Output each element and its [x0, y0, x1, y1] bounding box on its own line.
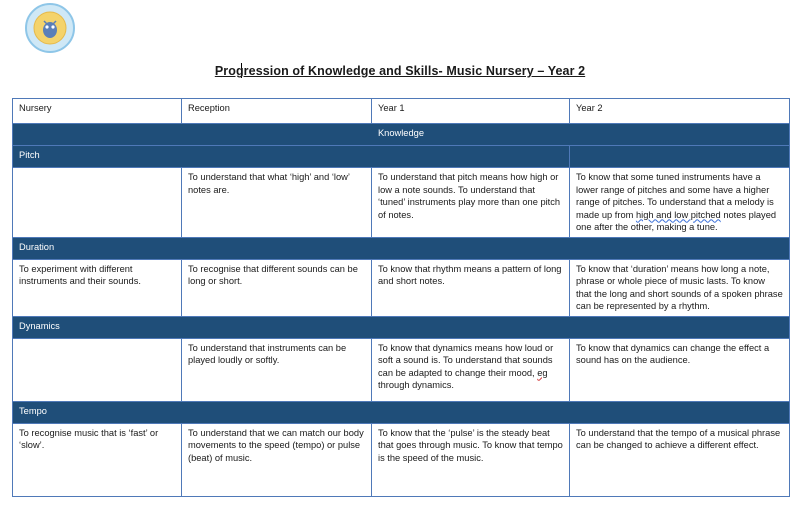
table-header-row [13, 99, 790, 124]
cell-pitch-year2-underlined: high and low pitched [635, 209, 721, 220]
column-header-year2: Year 2 [570, 99, 790, 124]
cell-dynamics-reception: To understand that instruments can be played loudly or softly. [182, 338, 372, 401]
cell-tempo-year2: To understand that the tempo of a musical phrase can be changed to achieve a different effect. [570, 423, 790, 496]
school-logo [24, 2, 76, 54]
section-header-knowledge: Knowledge [13, 124, 790, 146]
school-logo-graphic [24, 2, 76, 54]
table-row-pitch [13, 168, 790, 238]
table-row-tempo [13, 423, 790, 496]
row-heading-pitch-blank [570, 146, 790, 168]
row-heading-pitch: Pitch [13, 146, 570, 168]
cell-tempo-nursery: To recognise music that is ‘fast’ or ‘slow’. [13, 423, 182, 496]
cell-tempo-reception: To understand that we can match our body movements to the speed (tempo) or pulse (beat) of music. [182, 423, 372, 496]
cell-pitch-nursery [13, 168, 182, 238]
row-heading-dynamics: Dynamics [13, 316, 790, 338]
section-header-row [13, 124, 790, 146]
row-heading-duration: Duration [13, 237, 790, 259]
row-heading-tempo: Tempo [13, 401, 790, 423]
table-row-dynamics [13, 338, 790, 401]
cell-dynamics-year2: To know that dynamics can change the effect a sound has on the audience. [570, 338, 790, 401]
cell-pitch-year2 [570, 168, 790, 238]
cell-pitch-reception: To understand that what ‘high’ and ‘low’ notes are. [182, 168, 372, 238]
cell-tempo-year1: To know that the ‘pulse’ is the steady beat that goes through music. To know that tempo is the speed of the music. [372, 423, 570, 496]
cell-dynamics-nursery [13, 338, 182, 401]
column-header-year1: Year 1 [372, 99, 570, 124]
column-header-nursery: Nursery [13, 99, 182, 124]
cell-duration-nursery: To experiment with different instruments and their sounds. [13, 259, 182, 316]
column-header-reception: Reception [182, 99, 372, 124]
cell-pitch-year2-text-a: To know that some tuned instruments have a lower range of pitches and some have a higher range of pitches. To understand that a melody is made up from [576, 172, 774, 220]
heading-row-tempo [13, 401, 790, 423]
table-row-duration [13, 259, 790, 316]
cell-dynamics-year1 [372, 338, 570, 401]
document-title: Progression of Knowledge and Skills- Music Nursery – Year 2 [214, 64, 586, 78]
heading-row-dynamics [13, 316, 790, 338]
cell-dynamics-year1-underlined: eg [537, 367, 548, 378]
cell-dynamics-year1-text-a: To know that dynamics means how loud or soft a sound is. To understand that sounds can be adapted to change their mood, [378, 342, 554, 378]
progression-table [12, 98, 790, 497]
cell-pitch-year1: To understand that pitch means how high or low a note sounds. To understand that ‘tuned’ instruments play more than one pitch of notes. [372, 168, 570, 238]
cell-duration-reception: To recognise that different sounds can be long or short. [182, 259, 372, 316]
cell-duration-year2: To know that ‘duration’ means how long a note, phrase or whole piece of music lasts. To know that the long and short sounds of a spoken phrase can be represented by a rhythm. [570, 259, 790, 316]
heading-row-pitch [13, 146, 790, 168]
cell-pitch-year2-text-b: notes played one after the other, making a tune. [576, 209, 777, 232]
heading-row-duration [13, 237, 790, 259]
cell-duration-year1: To know that rhythm means a pattern of long and short notes. [372, 259, 570, 316]
cell-dynamics-year1-text-b: through dynamics. [378, 380, 454, 390]
